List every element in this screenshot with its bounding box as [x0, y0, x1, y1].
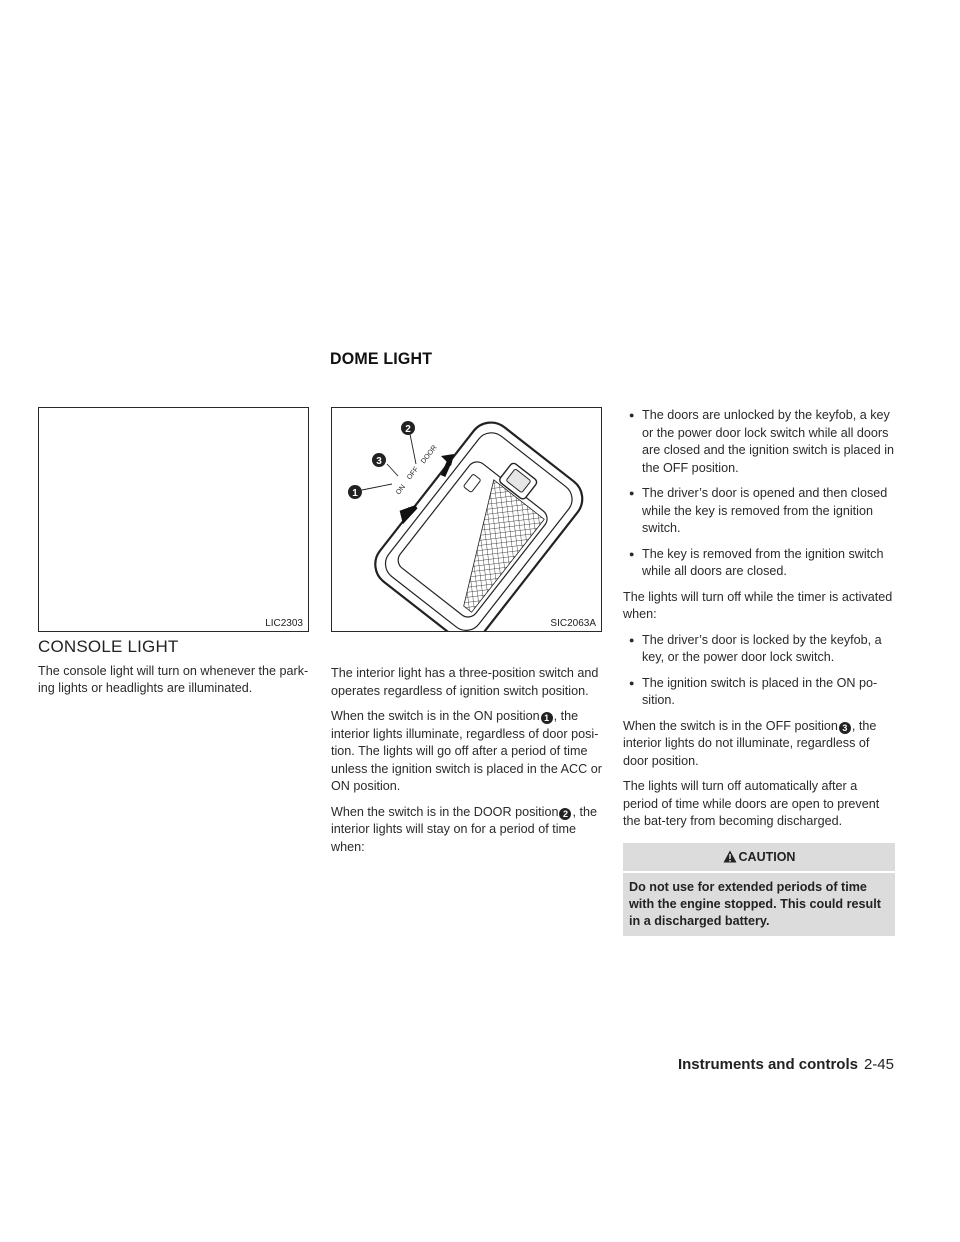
lights-off-conditions	[623, 632, 895, 710]
page-footer	[678, 1056, 894, 1073]
dome-light-figure	[331, 407, 602, 632]
figure-code: LIC2303	[265, 618, 303, 629]
callout-badge-2: 2	[559, 808, 571, 820]
list-item: ● The driver’s door is opened and then closed while the key is removed from the ignition switch.	[623, 485, 895, 538]
on-position-paragraph: When the switch is in the ON position 1 , the interior lights illuminate, regardless of door posi-tion. The lights will go off after a period of time unless the ignition switch is placed in the ACC or ON position.	[331, 709, 602, 793]
warning-icon	[723, 850, 737, 863]
svg-text:3: 3	[376, 456, 382, 467]
console-light-section	[38, 638, 309, 706]
dome-intro-paragraph: The interior light has a three-position switch and operates regardless of ignition switch position.	[331, 666, 599, 698]
timer-paragraph: The lights will turn off while the timer is activated when:	[623, 589, 893, 621]
caution-text: Do not use for extended periods of time with the engine stopped. This could result in a discharged battery.	[629, 880, 881, 928]
page-number: 2-45	[863, 1056, 894, 1073]
console-light-text: The console light will turn on whenever the park-ing lights or headlights are illuminated.	[38, 663, 309, 695]
dome-light-column-2	[623, 407, 895, 936]
switch-label-on: ON	[395, 483, 408, 497]
callout-badge-3: 3	[839, 722, 851, 734]
dome-light-illustration	[332, 408, 601, 631]
caution-label: CAUTION	[738, 849, 796, 864]
list-item: ● The doors are unlocked by the keyfob, a key or the power door lock switch while all doors are closed and the ignition switch is placed in the OFF position.	[623, 407, 895, 477]
svg-text:1: 1	[352, 488, 358, 499]
section-title: DOME LIGHT	[330, 349, 433, 368]
door-position-paragraph: When the switch is in the DOOR position 2 , the interior lights will stay on for a period of time when:	[331, 804, 597, 854]
switch-label-door: DOOR	[420, 444, 439, 466]
lights-on-conditions	[623, 407, 895, 581]
dome-light-column-1	[331, 665, 602, 864]
figure-code: SIC2063A	[550, 618, 596, 629]
callout-1	[348, 485, 362, 499]
callout-2	[401, 421, 415, 435]
list-item: ● The ignition switch is placed in the ON po-sition.	[623, 675, 895, 710]
chapter-title: Instruments and controls	[677, 1056, 858, 1073]
list-item: ● The driver’s door is locked by the keyfob, a key, or the power door lock switch.	[623, 632, 895, 667]
auto-off-paragraph: The lights will turn off automatically after a period of time while doors are open to prevent the bat-tery from becoming discharged.	[623, 779, 880, 828]
caution-header	[623, 847, 895, 874]
list-item: ● The key is removed from the ignition switch while all doors are closed.	[623, 546, 895, 581]
off-position-paragraph: When the switch is in the OFF position 3 , the interior lights do not illuminate, regardless of door position.	[623, 718, 877, 768]
console-light-heading: CONSOLE LIGHT	[38, 637, 179, 656]
switch-label-off: OFF	[406, 465, 421, 482]
caution-box	[623, 843, 895, 937]
callout-3	[372, 453, 386, 467]
callout-badge-1: 1	[541, 712, 553, 724]
console-light-figure	[38, 407, 309, 632]
svg-text:2: 2	[405, 424, 411, 435]
